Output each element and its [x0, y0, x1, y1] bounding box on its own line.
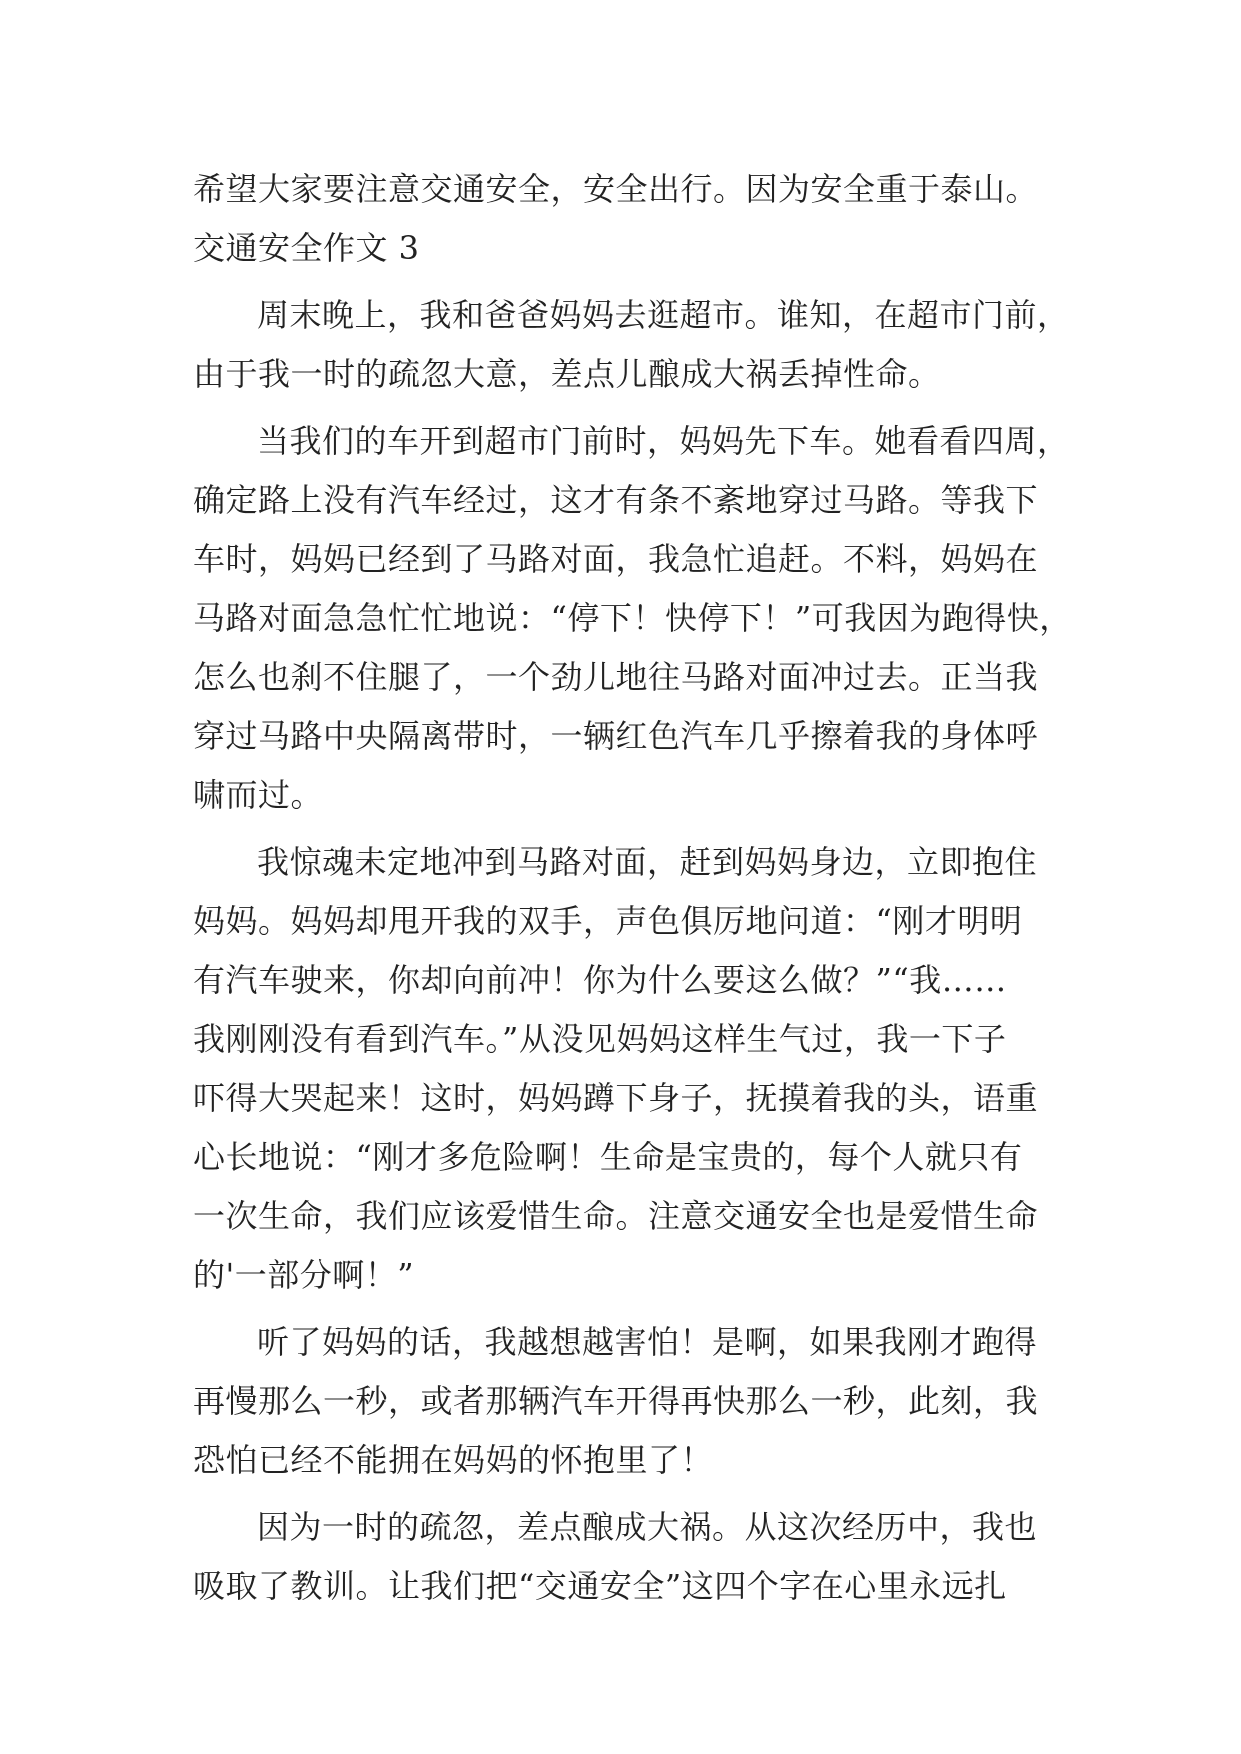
text-line: 的'一部分啊！”: [193, 1256, 415, 1294]
text-line: 怎么也刹不住腿了，一个劲儿地往马路对面冲过去。正当我: [193, 658, 1039, 696]
text-line: 车时，妈妈已经到了马路对面，我急忙追赶。不料，妈妈在: [193, 540, 1039, 578]
paragraph-start-line: 我惊魂未定地冲到马路对面，赶到妈妈身边，立即抱住: [257, 843, 1038, 881]
text-line: 马路对面急急忙忙地说：“停下！快停下！”可我因为跑得快，: [193, 599, 1072, 637]
essay-title: 交通安全作文 3: [193, 229, 420, 267]
text-line: 吸取了教训。让我们把“交通安全”这四个字在心里永远扎: [193, 1567, 1007, 1605]
text-line: 吓得大哭起来！这时，妈妈蹲下身子，抚摸着我的头，语重: [193, 1079, 1039, 1117]
text-line: 心长地说：“刚才多危险啊！生命是宝贵的，每个人就只有: [193, 1138, 1023, 1176]
text-line: 由于我一时的疏忽大意，差点儿酿成大祸丢掉性命。: [193, 355, 941, 393]
text-line: 再慢那么一秒，或者那辆汽车开得再快那么一秒，此刻，我: [193, 1382, 1039, 1420]
essay-body: [193, 160, 1072, 1616]
paragraph-start-line: 当我们的车开到超市门前时，妈妈先下车。她看看四周，: [257, 422, 1070, 460]
text-line: 希望大家要注意交通安全，安全出行。因为安全重于泰山。: [193, 170, 1039, 208]
text-line: 确定路上没有汽车经过，这才有条不紊地穿过马路。等我下: [193, 481, 1039, 519]
text-line: 恐怕已经不能拥在妈妈的怀抱里了！: [193, 1441, 714, 1479]
paragraph-start-line: 周末晚上，我和爸爸妈妈去逛超市。谁知，在超市门前，: [257, 296, 1070, 334]
text-line: 啸而过。: [193, 776, 324, 814]
text-line: 一次生命，我们应该爱惜生命。注意交通安全也是爱惜生命: [193, 1197, 1039, 1235]
text-line: 穿过马路中央隔离带时，一辆红色汽车几乎擦着我的身体呼: [193, 717, 1039, 755]
paragraph-start-line: 听了妈妈的话，我越想越害怕！是啊，如果我刚才跑得: [257, 1323, 1038, 1361]
paragraph-start-line: 因为一时的疏忽，差点酿成大祸。从这次经历中，我也: [257, 1508, 1038, 1546]
text-line: 妈妈。妈妈却甩开我的双手，声色俱厉地问道：“刚才明明: [193, 902, 1023, 940]
text-line: 我刚刚没有看到汽车。”从没见妈妈这样生气过，我一下子: [193, 1020, 1007, 1058]
text-line: 有汽车驶来，你却向前冲！你为什么要这么做？”“我……: [193, 961, 1007, 999]
